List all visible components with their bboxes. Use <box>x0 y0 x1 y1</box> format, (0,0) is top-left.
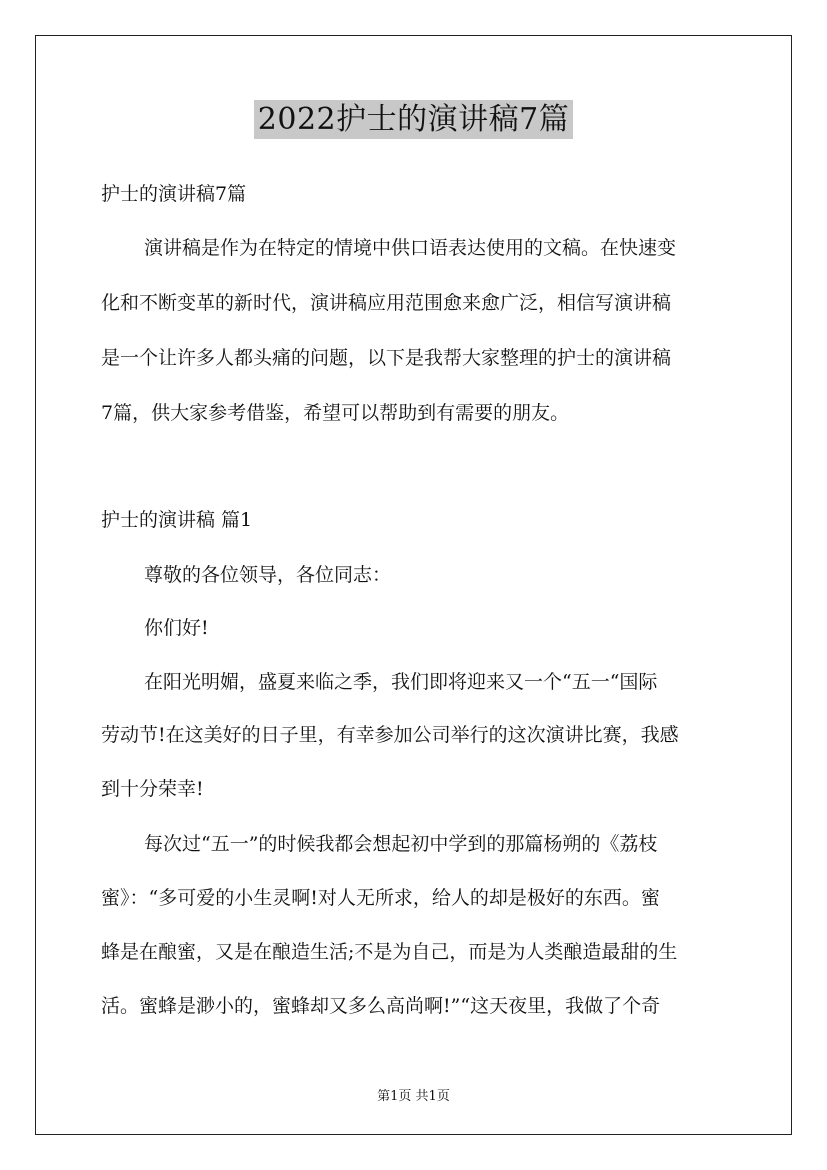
hello-line: 你们好! <box>144 617 209 639</box>
para1-line-1: 在阳光明媚，盛夏来临之季，我们即将迎来又一个“五一“国际 <box>144 671 658 693</box>
intro-line-3: 是一个让许多人都头痛的问题，以下是我帮大家整理的护士的演讲稿 <box>101 347 672 369</box>
intro-line-2: 化和不断变革的新时代，演讲稿应用范围愈来愈广泛，相信写演讲稿 <box>101 292 672 314</box>
para2-line-3: 蜂是在酿蜜，又是在酿造生活;不是为自己，而是为人类酿造最甜的生 <box>101 941 678 963</box>
para2-line-1: 每次过“五一”的时候我都会想起初中学到的那篇杨朔的《荔枝 <box>144 833 658 855</box>
para2-line-4: 活。蜜蜂是渺小的，蜜蜂却又多么高尚啊!”“这天夜里，我做了个奇 <box>101 995 661 1017</box>
para1-line-2: 劳动节!在这美好的日子里，有幸参加公司举行的这次演讲比赛，我感 <box>101 724 679 746</box>
section-heading: 护士的演讲稿 篇1 <box>101 509 253 531</box>
document-title-wrap <box>0 100 827 140</box>
page-number-footer: 第1页 共1页 <box>377 1089 450 1104</box>
para2-line-2: 蜜》：“多可爱的小生灵啊!对人无所求，给人的却是极好的东西。蜜 <box>101 887 660 909</box>
intro-line-1: 演讲稿是作为在特定的情境中供口语表达使用的文稿。在快速变 <box>144 237 677 259</box>
intro-line-4: 7篇，供大家参考借鉴，希望可以帮助到有需要的朋友。 <box>101 402 570 424</box>
greeting: 尊敬的各位领导，各位同志： <box>144 564 392 586</box>
para1-line-3: 到十分荣幸! <box>101 778 204 800</box>
document-title: 2022护士的演讲稿7篇 <box>254 100 573 139</box>
document-subtitle: 护士的演讲稿7篇 <box>101 183 247 205</box>
